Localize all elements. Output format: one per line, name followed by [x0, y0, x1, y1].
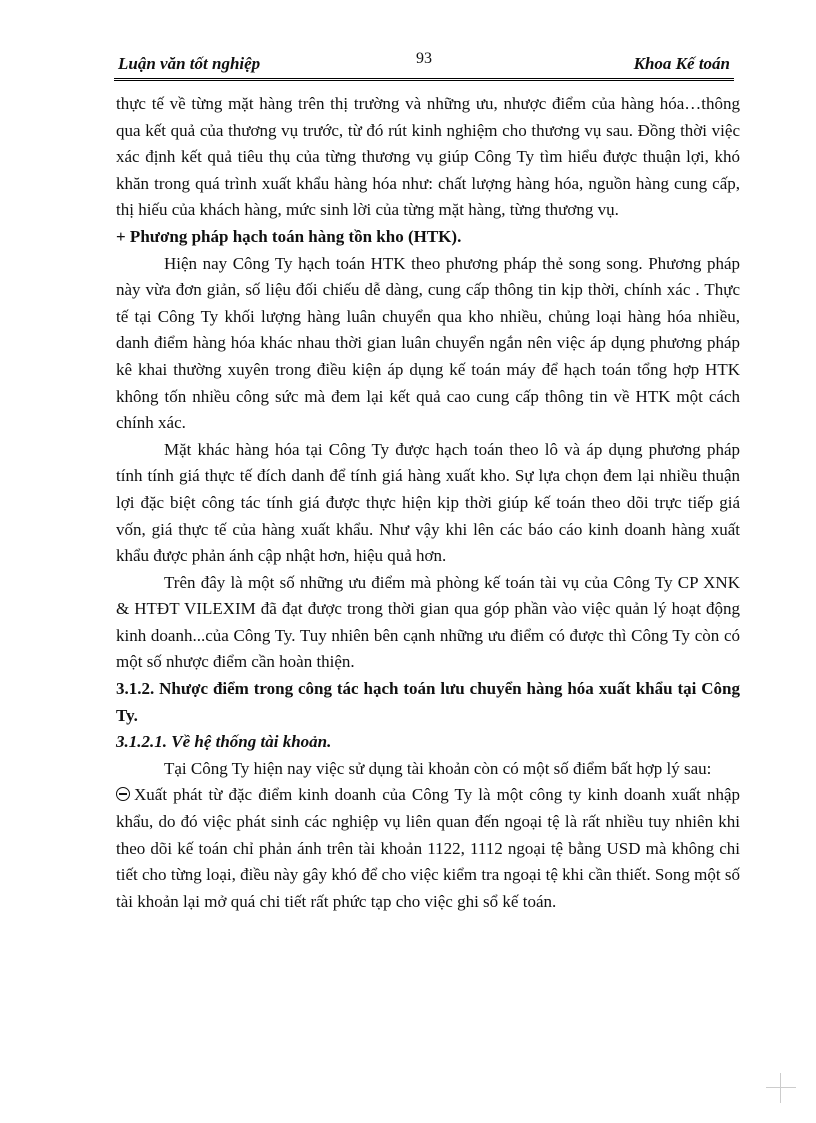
heading-inventory-method: + Phương pháp hạch toán hàng tồn kho (HTK).: [116, 226, 462, 246]
paragraph-1: thực tế về từng mặt hàng trên thị trường và những ưu, nhược điểm của hàng hóa…thông qua kết quả của thương vụ trước, từ đó rút kinh nghiệm cho thương vụ sau. Đồng thời việc xác định kết quả tiêu thụ của từng thương vụ giúp Công Ty tìm hiểu được thuận lợi, khó khăn trong quá trình xuất khẩu hàng hóa như: chất lượng hàng hóa, nguồn hàng cung cấp, thị hiếu của khách hàng, mức sinh lời của từng mặt hàng, từng thương vụ.: [116, 94, 740, 220]
page-number: 93: [416, 50, 432, 67]
minus-circle-icon: [116, 787, 130, 801]
heading-3-1-2: 3.1.2. Nhược điểm trong công tác hạch toán lưu chuyển hàng hóa xuất khẩu tại Công Ty.: [116, 679, 740, 725]
header-faculty: Khoa Kế toán: [633, 54, 730, 73]
header-thesis-title: Luận văn tốt nghiệp: [118, 54, 261, 73]
heading-3-1-2-1: 3.1.2.1. Về hệ thống tài khoản.: [116, 732, 332, 752]
crop-mark-icon: [766, 1073, 796, 1103]
paragraph-4: Trên đây là một số những ưu điểm mà phòng kế toán tài vụ của Công Ty CP XNK & HTĐT VILEXIM đã đạt được trong thời gian qua góp phần vào việc quản lý hoạt động kinh doanh...của Công Ty. Tuy nhiên bên cạnh những ưu điểm có được thì Công Ty còn có một số nhược điểm cần hoàn thiện.: [116, 572, 740, 672]
page-header: [114, 50, 734, 81]
paragraph-6-text: Xuất phát từ đặc điểm kinh doanh của Công Ty là một công ty kinh doanh xuất nhập khẩu, do đó việc phát sinh các nghiệp vụ liên quan đến ngoại tệ là rất nhiều tuy nhiên khi theo dõi kế toán chỉ phản ánh trên tài khoản 1122, 1112 ngoại tệ bằng USD mà không chi tiết cho từng loại, điều này gây khó để cho việc kiểm tra ngoại tệ khi cần thiết. Song một số tài khoản lại mở quá chi tiết rất phức tạp cho việc ghi sổ kế toán.: [116, 785, 740, 911]
paragraph-6: [116, 782, 740, 915]
page-body: [116, 91, 740, 915]
paragraph-2: Hiện nay Công Ty hạch toán HTK theo phương pháp thẻ song song. Phương pháp này vừa đơn giản, số liệu đối chiếu dễ dàng, cung cấp thông tin kịp thời, chính xác . Thực tế tại Công Ty khối lượng hàng luân chuyển qua kho nhiều, chủng loại hàng hóa nhiều, danh điểm hàng hóa khác nhau thời gian luân chuyển ngắn nên việc áp dụng phương pháp kê khai thường xuyên trong điều kiện áp dụng kế toán máy để hạch toán tổng hợp HTK không tốn nhiều công sức mà đem lại kết quả cao cung cấp thông tin về HTK một cách chính xác.: [116, 253, 740, 433]
paragraph-5: Tại Công Ty hiện nay việc sử dụng tài khoản còn có một số điểm bất hợp lý sau:: [164, 758, 712, 778]
paragraph-3: Mặt khác hàng hóa tại Công Ty được hạch toán theo lô và áp dụng phương pháp tính tính giá thực tế đích danh để tính giá hàng xuất kho. Sự lựa chọn đem lại nhiều thuận lợi đặc biệt công tác tính giá được thực hiện kịp thời giúp kế toán theo dõi trực tiếp giá vốn, giá thực tế của hàng xuất khẩu. Như vậy khi lên các báo cáo kinh doanh hàng xuất khẩu được phản ánh cập nhật hơn, hiệu quả hơn.: [116, 439, 740, 566]
